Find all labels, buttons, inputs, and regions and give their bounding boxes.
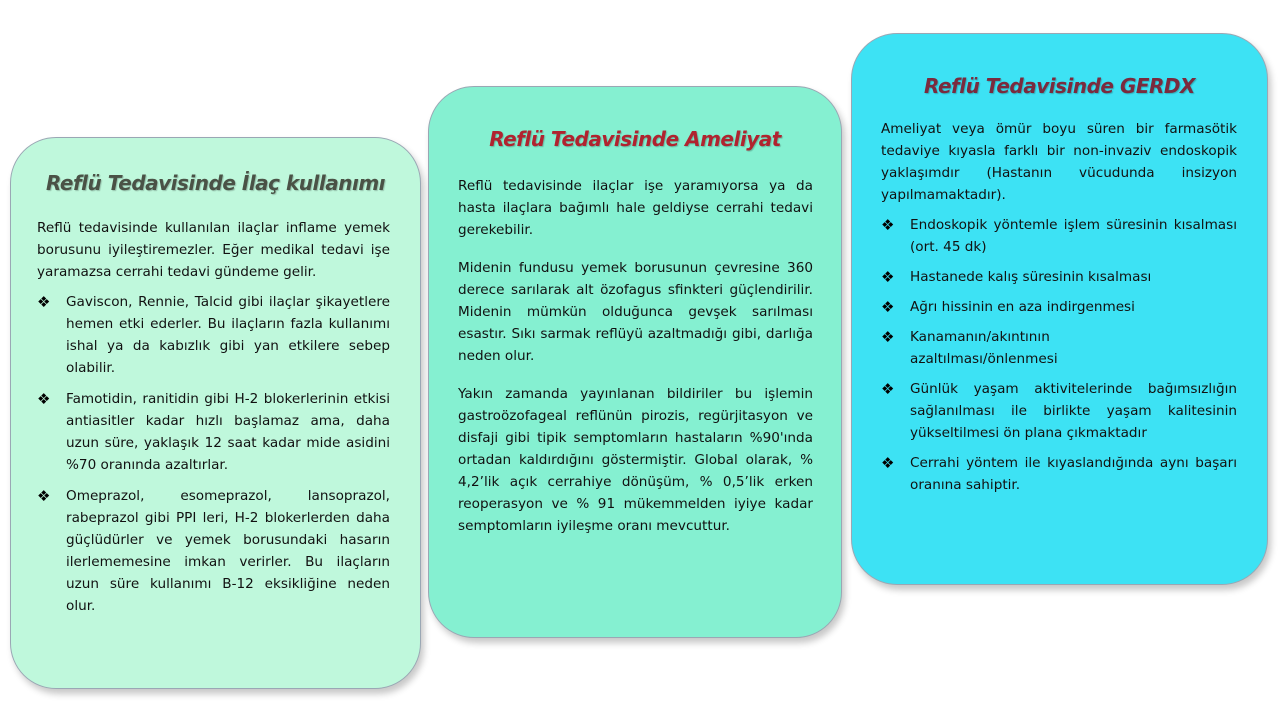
bullet-text: Omeprazol, esomeprazol, lansoprazol, rabeprazol gibi PPI leri, H-2 blokerlerden daha güçlüdürler ve yemek borusundaki hasarın ilerlememesine imkan verirler. Bu ilaçların uzun süre kullanımı B-12 eksikliğine neden olur. xyxy=(66,488,390,614)
bullet-text: Kanamanın/akıntının azaltılması/önlenmesi xyxy=(910,329,1058,367)
card-gerdx xyxy=(851,33,1268,585)
card-surgery xyxy=(428,86,842,638)
list-item xyxy=(881,452,1237,496)
list-item xyxy=(881,326,1237,370)
diamond-bullet-icon: ❖ xyxy=(37,293,51,311)
bullet-text: Günlük yaşam aktivitelerinde bağımsızlığın sağlanılması ile birlikte yaşam kalitesinin yükseltilmesi ön plana çıkmaktadır xyxy=(910,381,1237,441)
list-item xyxy=(881,378,1237,444)
card-surgery-title: Reflü Tedavisinde Ameliyat xyxy=(489,127,781,151)
list-item xyxy=(881,266,1237,288)
card-medication-title: Reflü Tedavisinde İlaç kullanımı xyxy=(45,171,386,195)
bullet-text: Endoskopik yöntemle işlem süresinin kısalması (ort. 45 dk) xyxy=(910,217,1237,255)
card-medication xyxy=(10,137,421,689)
list-item xyxy=(37,485,390,617)
card-surgery-paragraph-3: Yakın zamanda yayınlanan bildiriler bu işlemin gastroözofageal reflünün pirozis, regürjitasyon ve disfaji gibi tipik semptomların hastaların %90'ında ortadan kaldırdığını göstermiştir. Global olarak, % 4,2’lik açık cerrahiye dönüşüm, % 0,5’lik erken reoperasyon ve % 91 mükemmelden iyiye kadar semptomların iyileşme oranı mevcuttur. xyxy=(458,386,813,534)
list-item xyxy=(881,214,1237,258)
card-gerdx-intro: Ameliyat veya ömür boyu süren bir farmasötik tedaviye kıyasla farklı bir non-invaziv endoskopik yaklaşımdır (Hastanın vücudunda insizyon yapılmamaktadır). xyxy=(881,121,1237,203)
card-surgery-body xyxy=(458,175,813,537)
bullet-text: Ağrı hissinin en aza indirgenmesi xyxy=(910,299,1135,315)
card-surgery-paragraph-1: Reflü tedavisinde ilaçlar işe yaramıyorsa ya da hasta ilaçlara bağımlı hale geldiyse cerrahi tedavi gerekebilir. xyxy=(458,178,813,238)
card-medication-intro: Reflü tedavisinde kullanılan ilaçlar inflame yemek borusunu iyileştiremezler. Eğer medikal tedavi işe yaramazsa cerrahi tedavi gündeme gelir. xyxy=(37,220,390,280)
diamond-bullet-icon: ❖ xyxy=(881,268,895,286)
card-surgery-paragraph-2: Midenin fundusu yemek borusunun çevresine 360 derece sarılarak alt özofagus sfinkteri güçlendirilir. Midenin mümkün olduğunca gevşek sarılması esastır. Sıkı sarmak reflüyü azaltmadığı gibi, darlığa neden olur. xyxy=(458,260,813,364)
list-item xyxy=(37,388,390,476)
bullet-text: Gaviscon, Rennie, Talcid gibi ilaçlar şikayetlere hemen etki ederler. Bu ilaçların fazla kullanımı ishal ya da kabızlık gibi yan etkilere sebep olabilir. xyxy=(66,294,390,376)
diamond-bullet-icon: ❖ xyxy=(881,298,895,316)
bullet-text: Cerrahi yöntem ile kıyaslandığında aynı başarı oranına sahiptir. xyxy=(910,455,1237,493)
card-gerdx-title: Reflü Tedavisinde GERDX xyxy=(924,74,1195,98)
card-gerdx-body xyxy=(881,118,1237,496)
card-medication-bullet-list xyxy=(37,291,390,617)
card-medication-body xyxy=(37,217,390,617)
list-item xyxy=(37,291,390,379)
list-item xyxy=(881,296,1237,318)
bullet-text: Hastanede kalış süresinin kısalması xyxy=(910,269,1152,285)
diamond-bullet-icon: ❖ xyxy=(881,328,895,346)
card-gerdx-bullet-list xyxy=(881,214,1237,496)
diamond-bullet-icon: ❖ xyxy=(37,390,51,408)
bullet-text: Famotidin, ranitidin gibi H-2 blokerlerinin etkisi antiasitler kadar hızlı başlamaz ama, daha uzun süre, yaklaşık 12 saat kadar mide asidini %70 oranında azaltırlar. xyxy=(66,391,390,473)
diamond-bullet-icon: ❖ xyxy=(881,216,895,234)
diamond-bullet-icon: ❖ xyxy=(881,454,895,472)
diamond-bullet-icon: ❖ xyxy=(881,380,895,398)
diamond-bullet-icon: ❖ xyxy=(37,487,51,505)
